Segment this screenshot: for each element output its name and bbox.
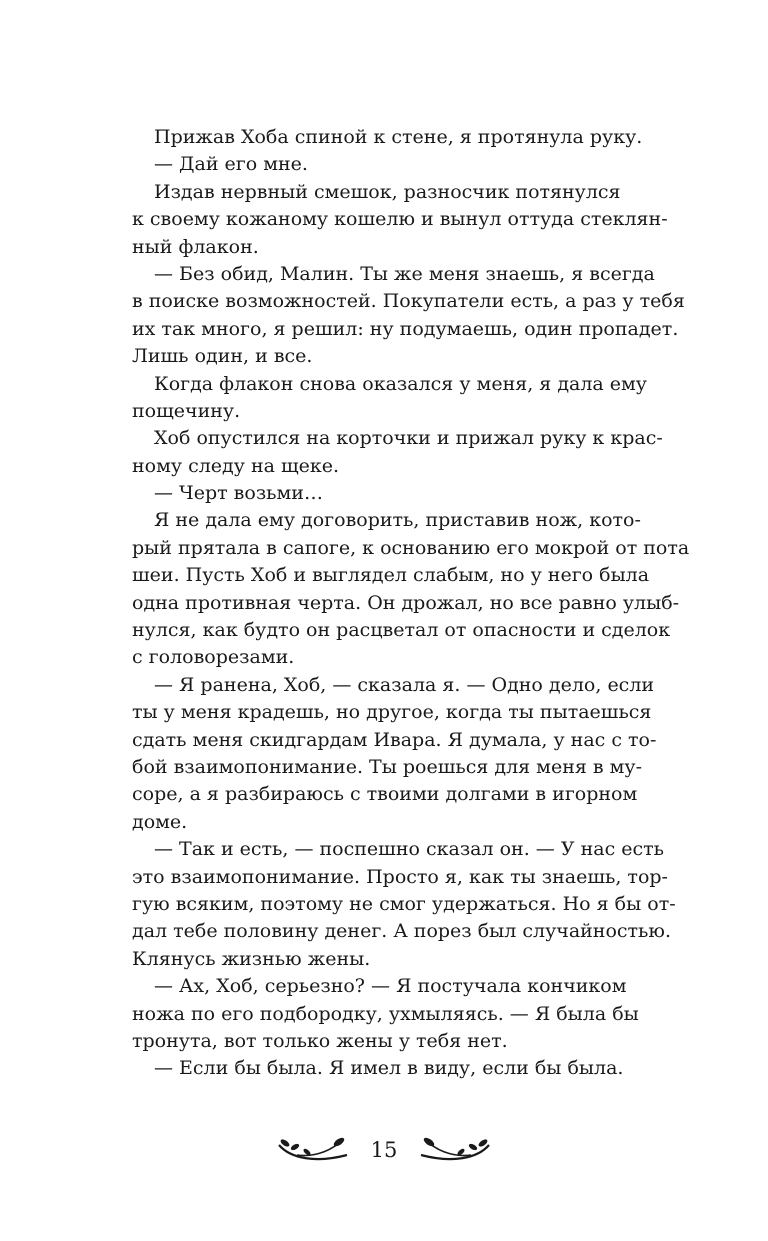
- text-line: в поиске возможностей. Покупатели есть, а раз у тебя: [132, 290, 685, 313]
- text-line: тронута, вот только жены у тебя нет.: [132, 1029, 508, 1052]
- text-line: Клянусь жизнью жены.: [132, 947, 371, 970]
- text-line: сдать меня скидгардам Ивара. Я думала, у нас с то-: [132, 728, 657, 751]
- text-line: к своему кожаному кошелю и вынул оттуда стеклян-: [132, 208, 668, 231]
- text-line: шеи. Пусть Хоб и выглядел слабым, но у него была: [132, 564, 650, 587]
- text-line: ножа по его подбородку, ухмыляясь. — Я была бы: [132, 1002, 639, 1025]
- text-line: Я не дала ему договорить, приставив нож, кото-: [154, 509, 641, 532]
- text-line: с головорезами.: [132, 646, 295, 669]
- text-line: Хоб опустился на корточки и прижал руку к крас-: [154, 427, 663, 450]
- text-line: доме.: [132, 810, 188, 833]
- text-line: дал тебе половину денег. А порез был случайностью.: [132, 920, 671, 943]
- text-line: Издав нервный смешок, разносчик потянулся: [154, 180, 621, 203]
- text-line: одна противная черта. Он дрожал, но все равно улыб-: [132, 591, 680, 614]
- text-line: — Без обид, Малин. Ты же меня знаешь, я всегда: [154, 262, 655, 285]
- text-line: ный флакон.: [132, 235, 259, 258]
- text-line: Когда флакон снова оказался у меня, я дала ему: [154, 372, 647, 395]
- text-line: это взаимопонимание. Просто я, как ты знаешь, тор-: [132, 865, 668, 888]
- text-line: нулся, как будто он расцветал от опасности и сделок: [132, 619, 671, 642]
- text-line: — Дай его мне.: [154, 153, 308, 176]
- text-line: — Если бы была. Я имел в виду, если бы была.: [154, 1057, 624, 1080]
- text-line: — Я ранена, Хоб, — сказала я. — Одно дело, если: [154, 673, 655, 696]
- text-line: — Черт возьми…: [154, 482, 323, 505]
- page-number: 15: [370, 1138, 398, 1162]
- page-footer: [0, 1132, 768, 1168]
- text-line: рый прятала в сапоге, к основанию его мокрой от пота: [132, 536, 690, 559]
- text-line: их так много, я решил: ну подумаешь, один пропадет.: [132, 317, 679, 340]
- left-floral-ornament-icon: [277, 1135, 349, 1165]
- text-line: гую всяким, поэтому не смог удержаться. Но я бы от-: [132, 892, 676, 915]
- text-line: — Так и есть, — поспешно сказал он. — У нас есть: [154, 838, 665, 861]
- text-line: бой взаимопонимание. Ты роешься для меня в му-: [132, 755, 643, 778]
- text-line: ному следу на щеке.: [132, 454, 340, 477]
- text-line: — Ах, Хоб, серьезно? — Я постучала кончиком: [154, 975, 627, 998]
- right-floral-ornament-icon: [419, 1135, 491, 1165]
- text-line: ты у меня крадешь, но другое, когда ты пытаешься: [132, 701, 652, 724]
- text-line: Прижав Хоба спиной к стене, я протянула руку.: [154, 126, 643, 148]
- text-line: соре, а я разбираюсь с твоими долгами в игорном: [132, 783, 638, 806]
- text-line: Лишь один, и все.: [132, 345, 313, 368]
- text-line: пощечину.: [132, 399, 241, 422]
- page-text: [132, 124, 690, 1083]
